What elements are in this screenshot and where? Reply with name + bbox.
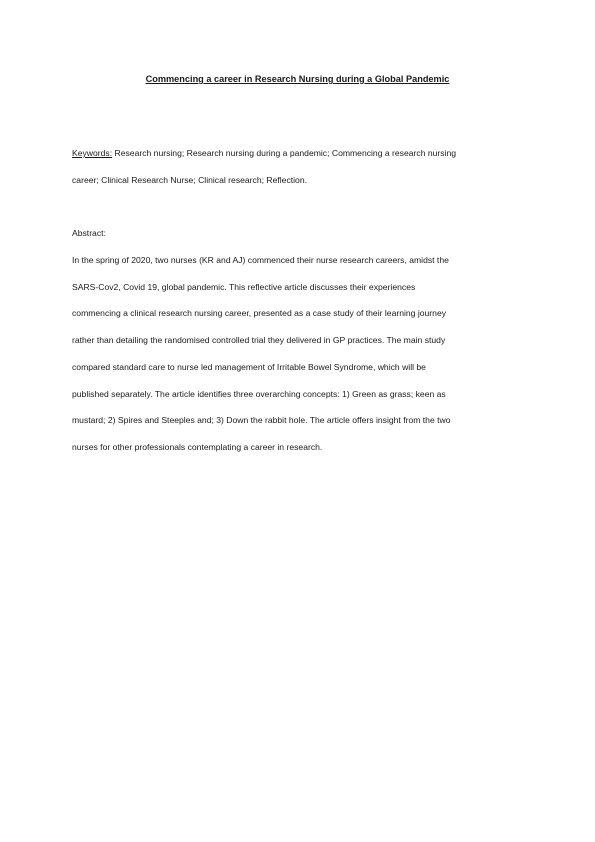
keywords-label: Keywords: bbox=[72, 148, 113, 158]
abstract-line: compared standard care to nurse led management of Irritable Bowel Syndrome, which will be bbox=[72, 361, 426, 372]
abstract-line: published separately. The article identifies three overarching concepts: 1) Green as grass; keen as bbox=[72, 388, 446, 399]
keywords-line-1 bbox=[72, 140, 524, 167]
keywords-text-1: Research nursing; Research nursing during a pandemic; Commencing a research nursing bbox=[112, 148, 457, 158]
abstract-heading: Abstract: bbox=[72, 228, 106, 238]
abstract-line: mustard; 2) Spires and Steeples and; 3) Down the rabbit hole. The article offers insight from the two bbox=[72, 415, 451, 426]
abstract-line: In the spring of 2020, two nurses (KR and AJ) commenced their nurse research careers, amidst the bbox=[72, 255, 449, 265]
article-title: Commencing a career in Research Nursing during a Global Pandemic bbox=[145, 74, 450, 84]
abstract-body bbox=[72, 247, 524, 461]
abstract-line: nurses for other professionals contemplating a career in research. bbox=[72, 441, 323, 452]
abstract-line: rather than detailing the randomised controlled trial they delivered in GP practices. The main study bbox=[72, 335, 446, 346]
keywords-line-2: career; Clinical Research Nurse; Clinical research; Reflection. bbox=[72, 174, 307, 185]
keywords-section bbox=[72, 140, 524, 193]
abstract-line: SARS-Cov2, Covid 19, global pandemic. This reflective article discusses their experiences bbox=[72, 281, 416, 292]
abstract-line: commencing a clinical research nursing career, presented as a case study of their learning journey bbox=[72, 308, 447, 319]
